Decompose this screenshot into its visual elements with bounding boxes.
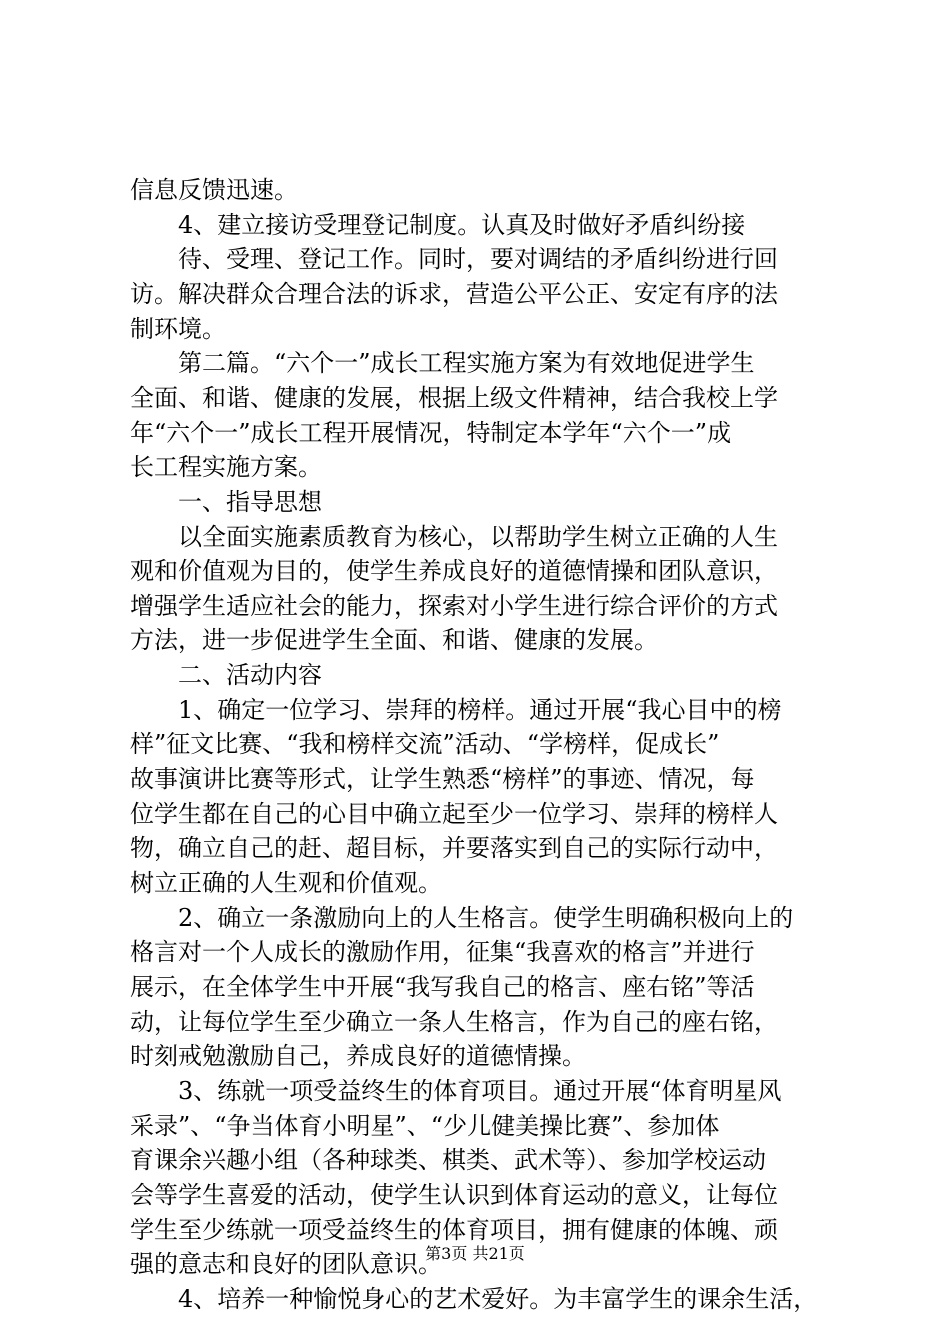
text-line: 育课余兴趣小组（各种球类、棋类、武术等）、参加学校运动	[130, 1146, 766, 1174]
section-heading: 一、指导思想	[178, 488, 322, 516]
text-line: 3、练就一项受益终生的体育项目。通过开展“体育明星风	[178, 1077, 782, 1105]
text-line: 观和价值观为目的，使学生养成良好的道德情操和团队意识，	[130, 557, 778, 585]
text-line: 位学生都在自己的心目中确立起至少一位学习、崇拜的榜样人	[130, 800, 778, 828]
text-line: 格言对一个人成长的激励作用，征集“我喜欢的格言”并进行	[130, 938, 755, 966]
text-line: 信息反馈迅速。	[130, 176, 298, 204]
text-line: 以全面实施素质教育为核心，以帮助学生树立正确的人生	[178, 523, 778, 551]
text-line: 年“六个一”成长工程开展情况，特制定本学年“六个一”成	[130, 419, 732, 447]
text-line: 1、确定一位学习、崇拜的榜样。通过开展“我心目中的榜	[178, 696, 782, 724]
text-line: 增强学生适应社会的能力，探索对小学生进行综合评价的方式	[130, 592, 778, 620]
text-line: 2、确立一条激励向上的人生格言。使学生明确积极向上的	[178, 904, 794, 932]
text-line: 动，让每位学生至少确立一条人生格言，作为自己的座右铭，	[130, 1008, 778, 1036]
text-line: 制环境。	[130, 315, 226, 343]
text-line: 物，确立自己的赶、超目标，并要落实到自己的实际行动中，	[130, 834, 778, 862]
section-heading: 二、活动内容	[178, 661, 322, 689]
text-line: 访。解决群众合理合法的诉求，营造公平公正、安定有序的法	[130, 280, 778, 308]
text-line: 时刻戒勉激励自己，养成良好的道德情操。	[130, 1042, 586, 1070]
text-line: 待、受理、登记工作。同时，要对调结的矛盾纠纷进行回	[178, 245, 778, 273]
text-line: 树立正确的人生观和价值观。	[130, 869, 442, 897]
text-line: 全面、和谐、健康的发展，根据上级文件精神，结合我校上学	[130, 384, 778, 412]
text-line: 4、培养一种愉悦身心的艺术爱好。为丰富学生的课余生活，	[178, 1285, 818, 1313]
text-line: 样”征文比赛、“我和榜样交流”活动、“学榜样，促成长”	[130, 730, 720, 758]
text-line: 故事演讲比赛等形式，让学生熟悉“榜样”的事迹、情况，每	[130, 765, 755, 793]
text-line: 采录”、“争当体育小明星”、“少儿健美操比赛”、参加体	[130, 1112, 720, 1140]
text-line: 长工程实施方案。	[130, 453, 322, 481]
text-line: 强的意志和良好的团队意识。	[130, 1250, 442, 1278]
text-line: 方法，进一步促进学生全面、和谐、健康的发展。	[130, 626, 658, 654]
text-line: 展示，在全体学生中开展“我写我自己的格言、座右铭”等活	[130, 973, 755, 1001]
text-line: 学生至少练就一项受益终生的体育项目，拥有健康的体魄、顽	[130, 1216, 778, 1244]
page-footer: 第3页 共21页	[425, 1244, 525, 1263]
text-line: 4、建立接访受理登记制度。认真及时做好矛盾纠纷接	[178, 211, 746, 239]
text-line: 会等学生喜爱的活动，使学生认识到体育运动的意义，让每位	[130, 1181, 778, 1209]
text-line: 第二篇。“六个一”成长工程实施方案为有效地促进学生	[178, 349, 755, 377]
